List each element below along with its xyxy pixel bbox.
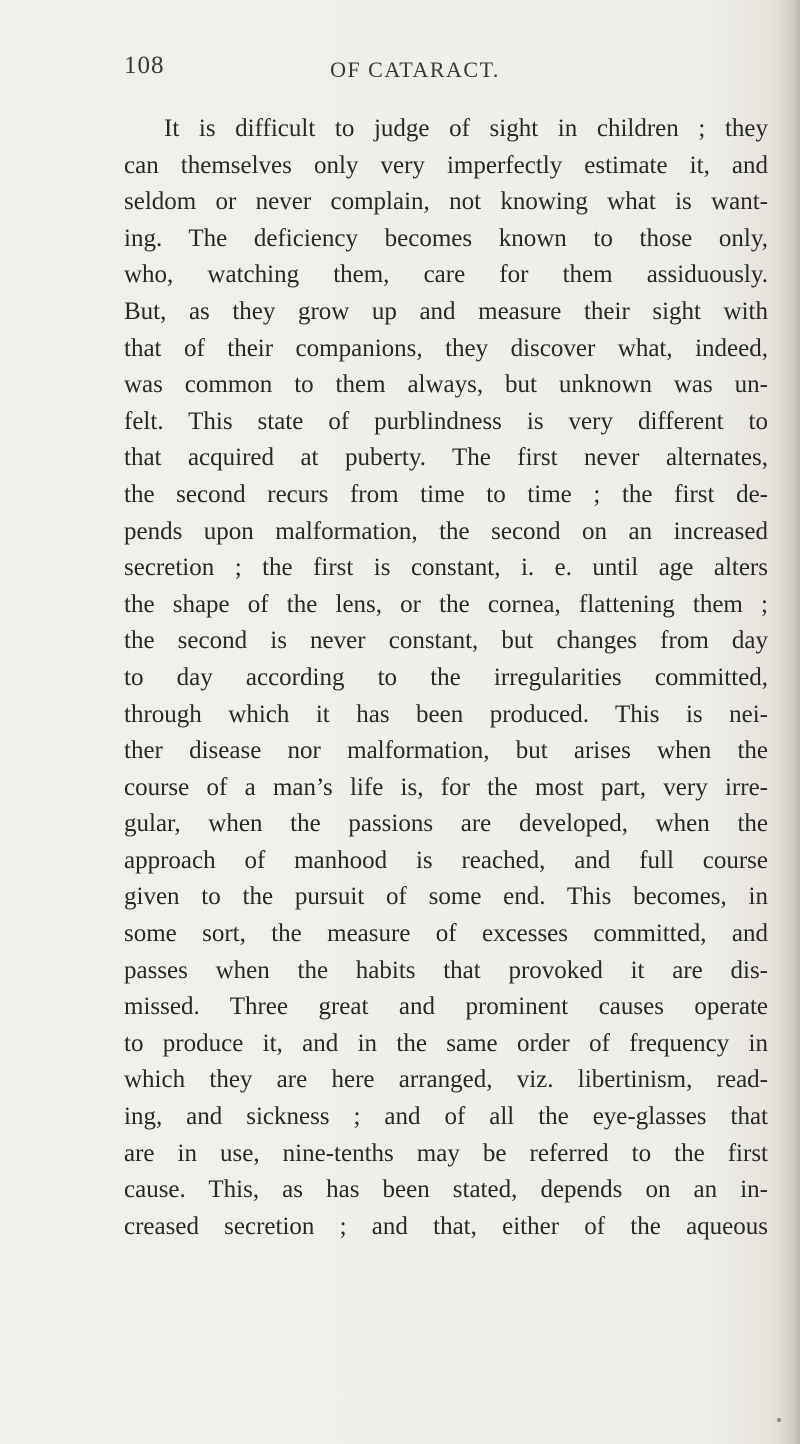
- text-line: which they are here arranged, viz. libertinism, read-: [124, 1066, 768, 1094]
- running-title: OF CATARACT.: [330, 57, 500, 82]
- paper-speck: [777, 1418, 781, 1422]
- text-line: seldom or never complain, not knowing what is want-: [124, 188, 768, 216]
- text-line: approach of manhood is reached, and full course: [124, 846, 768, 874]
- text-line: are in use, nine-tenths may be referred to the first: [124, 1139, 768, 1167]
- text-line: given to the pursuit of some end. This becomes, in: [124, 883, 768, 911]
- text-line: felt. This state of purblindness is very different to: [124, 407, 768, 435]
- page-edge-shadow: [778, 0, 800, 1444]
- text-line: ing, and sickness ; and of all the eye-glasses that: [124, 1103, 768, 1131]
- text-line: missed. Three great and prominent causes operate: [124, 993, 768, 1021]
- text-line: ther disease nor malformation, but arises when the: [124, 737, 768, 765]
- text-line: But, as they grow up and measure their sight with: [124, 297, 768, 325]
- text-line: that acquired at puberty. The first never alternates,: [124, 444, 768, 472]
- text-line: to day according to the irregularities committed,: [124, 663, 768, 691]
- text-line: some sort, the measure of excesses committed, and: [124, 920, 768, 948]
- text-line: can themselves only very imperfectly estimate it, and: [124, 151, 768, 179]
- text-line: was common to them always, but unknown was un-: [124, 371, 768, 399]
- text-line: secretion ; the first is constant, i. e. until age alters: [124, 554, 768, 582]
- text-line: the second is never constant, but changes from day: [124, 627, 768, 655]
- text-line: pends upon malformation, the second on an increased: [124, 517, 768, 545]
- text-line: course of a man’s life is, for the most part, very irre-: [124, 773, 768, 801]
- text-line: ing. The deficiency becomes known to those only,: [124, 224, 768, 252]
- text-line: It is difficult to judge of sight in children ; they: [164, 115, 768, 142]
- page-number: 108: [124, 52, 165, 79]
- text-line: the shape of the lens, or the cornea, flattening them ;: [124, 590, 768, 618]
- text-line: cause. This, as has been stated, depends on an in-: [124, 1176, 768, 1204]
- body-paragraph: [124, 111, 768, 1245]
- text-line: the second recurs from time to time ; the first de-: [124, 480, 768, 508]
- text-line: that of their companions, they discover what, indeed,: [124, 334, 768, 362]
- text-line: creased secretion ; and that, either of the aqueous: [124, 1212, 768, 1240]
- text-line: who, watching them, care for them assiduously.: [124, 261, 768, 289]
- text-line: to produce it, and in the same order of frequency in: [124, 1029, 768, 1057]
- text-line: through which it has been produced. This is nei-: [124, 700, 768, 728]
- text-line: gular, when the passions are developed, when the: [124, 810, 768, 838]
- text-line: passes when the habits that provoked it are dis-: [124, 956, 768, 984]
- running-title-wrapper: [0, 57, 800, 83]
